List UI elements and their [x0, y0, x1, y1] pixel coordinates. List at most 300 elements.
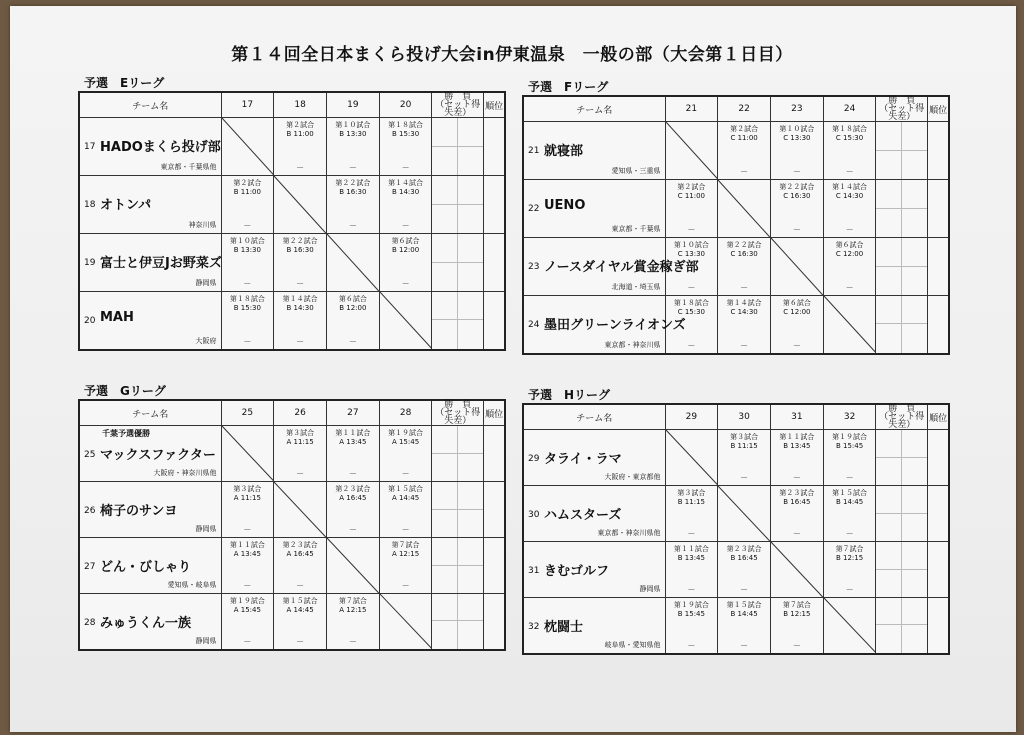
team-number-header: 20: [379, 92, 432, 118]
match-score-placeholder: －: [687, 283, 696, 292]
match-number: 第１５試合: [726, 601, 762, 609]
win-loss-subcell: [458, 263, 483, 292]
match-score-placeholder: －: [401, 221, 410, 230]
match-cell: [718, 296, 771, 354]
win-loss-subcell: [902, 267, 927, 296]
match-court-time: A 15:45: [391, 438, 420, 446]
team-number-header: 22: [718, 96, 771, 122]
match-cell: [823, 430, 876, 486]
match-cell: [718, 430, 771, 486]
win-loss-subcell: [902, 122, 927, 151]
match-cell: [665, 542, 718, 598]
match-number: 第６試合: [782, 299, 811, 307]
match-score-placeholder: －: [792, 225, 801, 234]
team-number-header: 29: [665, 404, 718, 430]
diagonal-line: [327, 538, 379, 593]
match-cell: [221, 538, 274, 594]
rank-cell: [928, 598, 949, 654]
match-score-placeholder: －: [296, 279, 305, 288]
team-number-header: 31: [770, 404, 823, 430]
match-cell: [718, 542, 771, 598]
team-prefecture: 岐阜県・愛知県他: [604, 640, 661, 649]
team-row: [523, 430, 949, 486]
team-prefecture: 愛知県・三重県: [611, 167, 661, 175]
header-row: [79, 92, 505, 118]
team-cell: [523, 598, 665, 654]
match-court-time: B 16:45: [783, 498, 811, 506]
match-court-time: B 12:15: [783, 610, 811, 618]
match-cell: [274, 594, 327, 650]
league-label: 予選 Gリーグ: [84, 384, 166, 398]
diagonal-line: [274, 482, 326, 537]
win-loss-subcell: [458, 538, 483, 566]
team-name: みゅうくん一族: [100, 616, 192, 631]
win-loss-subcell: [902, 296, 927, 324]
win-loss-cell: [432, 482, 484, 538]
team-prefecture: 静岡県: [195, 279, 217, 287]
win-loss-subcell: [876, 324, 901, 352]
team-row: [79, 292, 505, 350]
match-court-time: A 14:45: [391, 494, 420, 502]
match-court-time: C 13:30: [677, 250, 706, 258]
team-number: 30: [528, 510, 540, 520]
team-number: 17: [84, 142, 96, 152]
match-number: 第２３試合: [779, 489, 815, 497]
diagonal-cell: [326, 538, 379, 594]
win-loss-cell: [876, 486, 928, 542]
diagonal-cell: [221, 118, 274, 176]
match-score-placeholder: －: [740, 473, 749, 482]
set-diff-label: （セット得失差）: [879, 412, 925, 430]
team-name: 墨田グリーンライオンズ: [544, 318, 686, 333]
win-loss-grid: [876, 486, 927, 541]
match-cell: [326, 426, 379, 482]
win-loss-header: [876, 96, 928, 122]
match-cell: [274, 538, 327, 594]
match-cell: [665, 296, 718, 354]
header-row: [523, 96, 949, 122]
match-score-placeholder: －: [348, 636, 357, 646]
match-number: 第２試合: [286, 121, 315, 129]
match-cell: [221, 234, 274, 292]
team-number-header: 24: [823, 96, 876, 122]
diagonal-line: [771, 238, 823, 295]
match-score-placeholder: －: [845, 167, 854, 176]
diagonal-line: [380, 292, 432, 349]
team-name-header: チーム名: [79, 92, 221, 118]
team-number: 28: [84, 618, 96, 628]
win-loss-grid: [432, 426, 483, 481]
match-cell: [379, 176, 432, 234]
team-number-header: 17: [221, 92, 274, 118]
match-court-time: C 12:00: [835, 250, 864, 258]
win-loss-label: 勝 負: [444, 400, 472, 410]
team-prefecture: 静岡県: [195, 525, 217, 533]
match-court-time: C 15:30: [835, 134, 864, 142]
rank-cell: [484, 234, 505, 292]
win-loss-subcell: [902, 542, 927, 570]
match-court-time: B 14:30: [286, 304, 314, 312]
match-number: 第１５試合: [388, 485, 424, 493]
win-loss-subcell: [876, 514, 901, 542]
rank-cell: [484, 118, 505, 176]
match-cell: [823, 122, 876, 180]
rank-header: 順位: [928, 96, 949, 122]
match-cell: [770, 122, 823, 180]
team-name: MAH: [100, 310, 134, 325]
team-name-header: チーム名: [79, 400, 221, 426]
diagonal-cell: [718, 180, 771, 238]
match-number: 第１１試合: [335, 429, 371, 437]
win-loss-label: 勝 負: [444, 92, 472, 102]
win-loss-subcell: [432, 454, 457, 482]
team-prefecture: 東京都・千葉県: [611, 225, 661, 233]
team-row: [79, 118, 505, 176]
team-name: マックスファクター: [100, 448, 216, 463]
rank-cell: [928, 238, 949, 296]
match-number: 第１９試合: [388, 429, 424, 437]
match-number: 第３試合: [233, 485, 262, 493]
win-loss-grid: [876, 542, 927, 597]
team-row: [523, 542, 949, 598]
win-loss-subcell: [876, 430, 901, 458]
team-number-header: 32: [823, 404, 876, 430]
win-loss-cell: [876, 542, 928, 598]
match-cell: [379, 426, 432, 482]
team-name: 富士と伊豆Jお野菜ズ: [100, 256, 222, 271]
team-number: 20: [84, 316, 96, 326]
diagonal-cell: [823, 598, 876, 654]
diagonal-cell: [379, 292, 432, 350]
win-loss-cell: [876, 598, 928, 654]
diagonal-line: [771, 542, 823, 597]
team-prefecture: 静岡県: [639, 585, 661, 593]
win-loss-subcell: [876, 570, 901, 598]
match-score-placeholder: －: [401, 279, 410, 288]
team-number: 32: [528, 622, 540, 632]
team-prefecture: 大阪府: [195, 336, 217, 345]
match-court-time: B 16:30: [286, 246, 314, 254]
league-table: [78, 91, 506, 351]
match-number: 第１９試合: [673, 601, 709, 609]
win-loss-grid: [876, 296, 927, 353]
league-table: [522, 95, 950, 355]
match-number: 第１９試合: [832, 433, 868, 441]
win-loss-cell: [432, 118, 484, 176]
win-loss-subcell: [876, 598, 901, 625]
match-court-time: C 16:30: [730, 250, 758, 258]
team-name: HADOまくら投げ部: [100, 140, 221, 155]
match-number: 第２試合: [233, 179, 262, 187]
match-cell: [718, 122, 771, 180]
team-cell: [79, 538, 221, 594]
match-number: 第１０試合: [229, 237, 265, 245]
match-court-time: B 11:00: [233, 188, 261, 196]
team-cell: [523, 122, 665, 180]
team-name: どん・びしゃり: [100, 560, 192, 575]
match-cell: [274, 426, 327, 482]
match-score-placeholder: －: [740, 167, 749, 176]
win-loss-grid: [876, 598, 927, 653]
match-score-placeholder: －: [792, 529, 801, 538]
match-cell: [665, 486, 718, 542]
match-number: 第２３試合: [282, 541, 318, 549]
match-cell: [770, 598, 823, 654]
win-loss-subcell: [432, 510, 457, 538]
match-cell: [718, 238, 771, 296]
team-prefecture: 北海道・埼玉県: [611, 283, 661, 291]
win-loss-cell: [432, 234, 484, 292]
rank-header: 順位: [928, 404, 949, 430]
team-row: [523, 486, 949, 542]
match-court-time: B 13:45: [677, 554, 705, 562]
team-row: [523, 598, 949, 654]
set-diff-label: （セット得失差）: [435, 408, 481, 426]
match-court-time: B 12:00: [339, 304, 367, 312]
match-number: 第７試合: [782, 601, 811, 609]
match-cell: [823, 238, 876, 296]
team-row: [523, 180, 949, 238]
diagonal-cell: [274, 482, 327, 538]
win-loss-header: [432, 92, 484, 118]
diagonal-cell: [274, 176, 327, 234]
rank-cell: [928, 430, 949, 486]
match-score-placeholder: －: [348, 336, 357, 346]
team-number: 24: [528, 320, 540, 330]
diagonal-cell: [665, 430, 718, 486]
team-prefecture: 愛知県・岐阜県: [167, 581, 217, 589]
match-court-time: C 14:30: [835, 192, 864, 200]
win-loss-grid: [432, 594, 483, 649]
header-row: [523, 404, 949, 430]
diagonal-line: [718, 486, 770, 541]
win-loss-subcell: [432, 426, 457, 454]
win-loss-grid: [432, 176, 483, 233]
win-loss-subcell: [458, 426, 483, 454]
win-loss-grid: [432, 482, 483, 537]
diagonal-line: [824, 598, 876, 653]
match-court-time: A 15:45: [233, 606, 261, 614]
diagonal-line: [274, 176, 326, 233]
league-label: 予選 Eリーグ: [84, 76, 165, 90]
diagonal-line: [327, 234, 379, 291]
match-score-placeholder: －: [243, 221, 252, 230]
match-court-time: B 11:00: [286, 130, 314, 138]
match-number: 第１０試合: [673, 241, 709, 249]
win-loss-subcell: [458, 234, 483, 263]
match-cell: [379, 482, 432, 538]
win-loss-subcell: [432, 147, 457, 176]
win-loss-cell: [876, 430, 928, 486]
win-loss-subcell: [458, 320, 483, 348]
match-number: 第２３試合: [335, 485, 371, 493]
win-loss-subcell: [458, 147, 483, 176]
match-court-time: A 12:15: [339, 606, 367, 614]
win-loss-subcell: [432, 621, 457, 648]
team-row: [79, 234, 505, 292]
win-loss-subcell: [432, 320, 457, 348]
rank-header: 順位: [484, 92, 505, 118]
match-cell: [665, 598, 718, 654]
match-score-placeholder: －: [296, 336, 305, 346]
match-score-placeholder: －: [845, 283, 854, 292]
team-prefecture: 大阪府・神奈川県他: [153, 469, 217, 477]
team-name-header: チーム名: [523, 404, 665, 430]
match-cell: [326, 176, 379, 234]
match-court-time: B 14:45: [835, 498, 864, 506]
match-court-time: B 12:15: [835, 554, 864, 562]
win-loss-subcell: [458, 118, 483, 147]
team-number: 22: [528, 204, 540, 214]
rank-cell: [484, 292, 505, 350]
diagonal-line: [380, 594, 432, 649]
match-number: 第１９試合: [229, 597, 265, 605]
win-loss-subcell: [876, 238, 901, 267]
match-number: 第１１試合: [779, 433, 815, 441]
win-loss-subcell: [902, 324, 927, 352]
match-cell: [274, 234, 327, 292]
match-score-placeholder: －: [845, 225, 854, 234]
win-loss-grid: [432, 538, 483, 593]
win-loss-subcell: [876, 209, 901, 238]
team-number: 18: [84, 200, 96, 210]
team-row: [523, 296, 949, 354]
match-cell: [770, 296, 823, 354]
match-court-time: C 11:00: [677, 192, 706, 200]
match-court-time: B 11:15: [730, 442, 758, 450]
team-prefecture: 大阪府・東京都他: [604, 473, 661, 481]
win-loss-subcell: [432, 566, 457, 594]
match-number: 第１１試合: [673, 545, 709, 553]
match-cell: [718, 598, 771, 654]
team-prefecture: 東京都・神奈川県他: [597, 529, 661, 537]
team-cell: [79, 234, 221, 292]
team-cell: [79, 118, 221, 176]
win-loss-subcell: [432, 263, 457, 292]
win-loss-subcell: [902, 151, 927, 180]
match-cell: [823, 542, 876, 598]
win-loss-subcell: [458, 482, 483, 510]
win-loss-subcell: [876, 542, 901, 570]
match-cell: [326, 482, 379, 538]
win-loss-subcell: [902, 209, 927, 238]
diagonal-cell: [379, 594, 432, 650]
match-score-placeholder: －: [296, 469, 305, 478]
team-row: [79, 594, 505, 650]
team-cell: [79, 482, 221, 538]
match-cell: [274, 118, 327, 176]
match-number: 第１５試合: [832, 489, 868, 497]
match-number: 第１８試合: [832, 125, 868, 133]
match-number: 第２２試合: [779, 183, 815, 191]
team-number: 29: [528, 454, 540, 464]
win-loss-subcell: [902, 430, 927, 458]
match-score-placeholder: －: [243, 581, 252, 590]
diagonal-line: [222, 118, 274, 175]
diagonal-line: [718, 180, 770, 237]
league-label: 予選 Fリーグ: [528, 80, 609, 94]
match-court-time: B 12:00: [391, 246, 420, 254]
diagonal-cell: [665, 122, 718, 180]
match-score-placeholder: －: [348, 163, 357, 172]
match-score-placeholder: －: [348, 469, 357, 478]
diagonal-line: [666, 122, 718, 179]
team-name: オトンパ: [100, 198, 152, 213]
win-loss-grid: [876, 430, 927, 485]
match-number: 第１８試合: [229, 295, 265, 303]
set-diff-label: （セット得失差）: [879, 104, 925, 122]
rank-cell: [928, 542, 949, 598]
win-loss-subcell: [432, 594, 457, 621]
team-number: 27: [84, 562, 96, 572]
diagonal-cell: [770, 238, 823, 296]
match-number: 第２２試合: [726, 241, 762, 249]
win-loss-cell: [432, 426, 484, 482]
team-number-header: 25: [221, 400, 274, 426]
match-number: 第７試合: [338, 597, 367, 605]
league-label: 予選 Hリーグ: [528, 388, 611, 402]
match-score-placeholder: －: [687, 225, 696, 234]
match-number: 第１０試合: [779, 125, 815, 133]
rank-header: 順位: [484, 400, 505, 426]
team-cell: [79, 176, 221, 234]
match-court-time: C 14:30: [730, 308, 758, 316]
match-court-time: A 14:45: [286, 606, 314, 614]
team-row: [523, 238, 949, 296]
team-name: ハムスターズ: [544, 508, 622, 523]
match-score-placeholder: －: [401, 581, 410, 590]
match-score-placeholder: －: [845, 529, 854, 538]
team-name: ノースダイヤル賞金稼ぎ部: [544, 260, 699, 275]
diagonal-cell: [770, 542, 823, 598]
win-loss-subcell: [432, 482, 457, 510]
match-cell: [379, 118, 432, 176]
team-number-header: 28: [379, 400, 432, 426]
match-score-placeholder: －: [845, 585, 854, 594]
match-court-time: B 15:30: [391, 130, 420, 138]
match-number: 第１４試合: [726, 299, 762, 307]
match-cell: [221, 292, 274, 350]
match-court-time: B 11:15: [677, 498, 705, 506]
team-number-header: 18: [274, 92, 327, 118]
win-loss-grid: [876, 238, 927, 295]
league-table: [522, 403, 950, 655]
win-loss-subcell: [458, 454, 483, 482]
match-cell: [770, 486, 823, 542]
match-number: 第６試合: [835, 241, 864, 249]
team-name: タライ・ラマ: [544, 452, 622, 467]
match-score-placeholder: －: [845, 473, 854, 482]
match-score-placeholder: －: [740, 283, 749, 292]
rank-cell: [928, 180, 949, 238]
match-score-placeholder: －: [687, 340, 696, 350]
team-cell: [523, 296, 686, 354]
win-loss-header: [432, 400, 484, 426]
team-name: きむゴルフ: [544, 564, 610, 579]
win-loss-subcell: [458, 205, 483, 234]
win-loss-subcell: [432, 176, 457, 205]
win-loss-cell: [876, 122, 928, 180]
win-loss-subcell: [902, 180, 927, 209]
match-score-placeholder: －: [401, 163, 410, 172]
win-loss-subcell: [876, 625, 901, 652]
win-loss-grid: [432, 234, 483, 291]
match-cell: [221, 482, 274, 538]
team-number: 25: [84, 450, 96, 460]
win-loss-subcell: [432, 234, 457, 263]
match-number: 第６試合: [391, 237, 420, 245]
match-court-time: B 13:30: [339, 130, 367, 138]
